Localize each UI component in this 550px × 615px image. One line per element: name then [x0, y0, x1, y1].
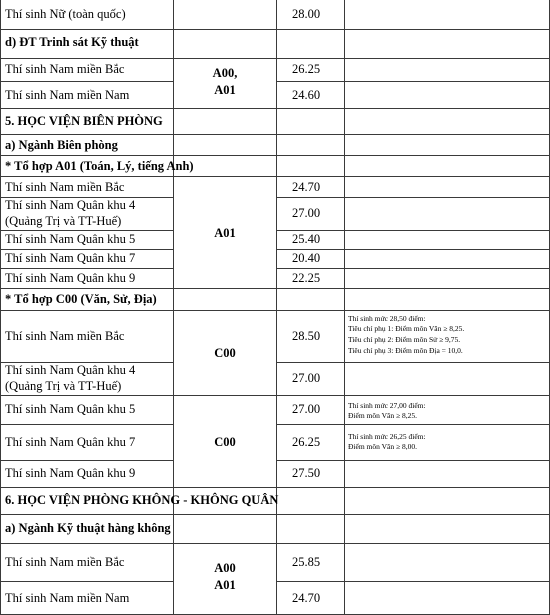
subject-code: A01	[214, 83, 236, 97]
row-line	[276, 230, 550, 231]
row-label: Thí sinh Nam Quân khu 5	[5, 232, 136, 246]
row-label-2: (Quảng Trị và TT-Huế)	[5, 379, 122, 393]
row-label: Thí sinh Nam miền Nam	[5, 591, 130, 605]
row-line	[0, 460, 173, 461]
score-value: 26.25	[292, 62, 321, 76]
col-divider-2	[276, 0, 277, 615]
row-label: Thí sinh Nam miền Bắc	[5, 180, 125, 194]
row-label: Thí sinh Nam miền Bắc	[5, 555, 125, 569]
note-line: Thí sinh mức 28,50 điểm:	[348, 314, 426, 323]
row-line	[0, 155, 550, 156]
row-label: Thí sinh Nam Quân khu 4	[5, 198, 136, 212]
row-label: Thí sinh Nữ (toàn quốc)	[5, 7, 126, 21]
table-border-left	[0, 0, 1, 615]
row-label: Thí sinh Nam Quân khu 9	[5, 271, 136, 285]
row-label: Thí sinh Nam Quân khu 7	[5, 435, 136, 449]
row-label: Thí sinh Nam Quân khu 9	[5, 466, 136, 480]
score-value: 27.50	[292, 466, 321, 480]
score-value: 24.60	[292, 88, 321, 102]
row-line	[276, 249, 550, 250]
row-line	[0, 268, 173, 269]
score-value: 26.25	[292, 435, 321, 449]
note-line: Tiêu chí phụ 1: Điểm môn Văn ≥ 8,25.	[348, 324, 465, 333]
score-value: 25.85	[292, 555, 321, 569]
section-heading: 5. HỌC VIỆN BIÊN PHÒNG	[5, 114, 163, 128]
row-label: Thí sinh Nam Quân khu 7	[5, 251, 136, 265]
row-line	[0, 108, 550, 109]
combo-title: * Tổ hợp A01 (Toán, Lý, tiếng Anh)	[5, 159, 194, 173]
row-line	[276, 81, 550, 82]
row-line	[276, 424, 550, 425]
score-value: 24.70	[292, 180, 321, 194]
row-label: Thí sinh Nam miền Bắc	[5, 62, 125, 76]
score-value: 24.70	[292, 591, 321, 605]
subject-code: C00	[214, 435, 236, 449]
row-line	[0, 134, 550, 135]
note-line: Điểm môn Văn ≥ 8,00.	[348, 442, 417, 451]
row-line	[276, 268, 550, 269]
score-value: 22.25	[292, 271, 321, 285]
note-line: Điểm môn Văn ≥ 8,25.	[348, 411, 417, 420]
row-line	[0, 424, 173, 425]
score-value: 25.40	[292, 232, 321, 246]
row-label: Thí sinh Nam miền Nam	[5, 88, 130, 102]
note-line: Tiêu chí phụ 3: Điểm môn Địa = 10,0.	[348, 346, 463, 355]
note-line: Thí sinh mức 26,25 điểm:	[348, 432, 426, 441]
score-value: 20.40	[292, 251, 321, 265]
section-title: a) Ngành Biên phòng	[5, 138, 118, 152]
row-line	[276, 581, 550, 582]
row-label: Thí sinh Nam Quân khu 5	[5, 402, 136, 416]
subject-code: A00	[214, 561, 236, 575]
score-value: 27.00	[292, 371, 321, 385]
row-line	[0, 230, 173, 231]
section-heading: 6. HỌC VIỆN PHÒNG KHÔNG - KHÔNG QUÂN	[5, 493, 279, 507]
row-line	[0, 58, 550, 59]
row-line	[0, 81, 173, 82]
row-line	[0, 514, 550, 515]
score-value: 27.00	[292, 402, 321, 416]
row-label-2: (Quảng Trị và TT-Huế)	[5, 214, 122, 228]
combo-title: * Tổ hợp C00 (Văn, Sử, Địa)	[5, 292, 157, 306]
section-title: d) ĐT Trinh sát Kỹ thuật	[5, 35, 139, 49]
subject-code: A01	[214, 578, 236, 592]
row-line	[0, 543, 550, 544]
row-line	[0, 29, 550, 30]
row-line	[0, 395, 550, 396]
row-line	[276, 197, 550, 198]
col-divider-3	[344, 0, 345, 615]
row-line	[0, 288, 550, 289]
row-label: Thí sinh Nam miền Bắc	[5, 329, 125, 343]
row-label: Thí sinh Nam Quân khu 4	[5, 363, 136, 377]
row-line	[0, 249, 173, 250]
section-title: a) Ngành Kỹ thuật hàng không	[5, 521, 171, 535]
score-value: 27.00	[292, 206, 321, 220]
score-value: 28.00	[292, 7, 321, 21]
row-line	[276, 362, 550, 363]
row-line	[0, 487, 550, 488]
subject-code: C00	[214, 346, 236, 360]
score-value: 28.50	[292, 329, 321, 343]
row-line	[0, 176, 550, 177]
row-line	[0, 581, 173, 582]
subject-code: A00,	[212, 66, 238, 80]
subject-code: A01	[214, 226, 236, 240]
note-line: Tiêu chí phụ 2: Điểm môn Sử ≥ 9,75.	[348, 335, 461, 344]
note-line: Thí sinh mức 27,00 điểm:	[348, 401, 426, 410]
row-line	[276, 460, 550, 461]
row-line	[0, 310, 550, 311]
